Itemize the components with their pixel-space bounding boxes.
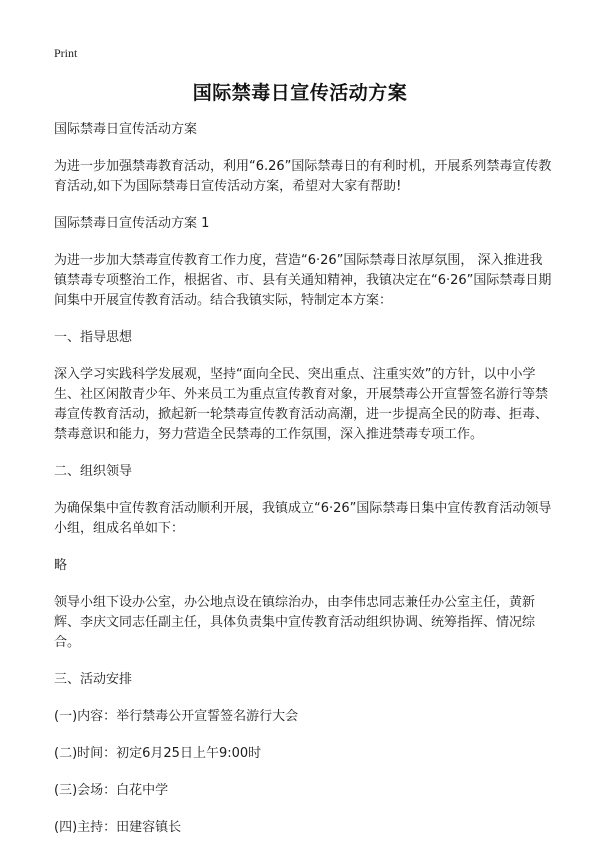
plan-title: 国际禁毒日宣传活动方案 1 (54, 216, 210, 231)
office-paragraph: 领导小组下设办公室，办公地点设在镇综治办，由李伟忠同志兼任办公室主任，黄新辉、李庆文同志任副主任，具体负责集中宣传教育活动组织协调、统筹指挥、情况综合。 (54, 595, 536, 650)
omitted-note: 略 (54, 558, 68, 573)
intro-paragraph: 为进一步加强禁毒教育活动，利用“6.26”国际禁毒日的有利时机，开展系列禁毒宣传教育活动,如下为国际禁毒日宣传活动方案，希望对大家有帮助! (54, 159, 552, 194)
activity-item-content: (一)内容：举行禁毒公开宣誓签名游行大会 (54, 709, 299, 724)
section-heading-organization: 二、组织领导 (54, 464, 133, 479)
section-heading-activities: 三、活动安排 (54, 672, 133, 687)
activity-item-venue: (三)会场：白花中学 (54, 783, 169, 798)
print-link[interactable]: Print (54, 46, 78, 60)
activity-item-host: (四)主持：田建容镇长 (54, 820, 182, 835)
activity-item-time: (二)时间：初定6月25日上午9:00时 (54, 746, 262, 761)
section-heading-guiding-ideology: 一、指导思想 (54, 330, 133, 345)
document-body (54, 120, 554, 855)
guiding-ideology-paragraph: 深入学习实践科学发展观，坚持“面向全民、突出重点、注重实效”的方针，以中小学生、社区闲散青少年、外来员工为重点宣传教育对象，开展禁毒公开宣誓签名游行等禁毒宣传教育活动，掀起新一轮禁毒宣传教育活动高潮，进一步提高全民的防毒、拒毒、禁毒意识和能力，努力营造全民禁毒的工作氛围，深入推进禁毒专项工作。 (54, 367, 549, 442)
document-subtitle: 国际禁毒日宣传活动方案 (54, 122, 198, 137)
organization-paragraph: 为确保集中宣传教育活动顺利开展，我镇成立“6·26”国际禁毒日集中宣传教育活动领导小组，组成名单如下： (54, 501, 552, 536)
page-title: 国际禁毒日宣传活动方案 (192, 82, 408, 104)
plan-intro-paragraph: 为进一步加大禁毒宣传教育工作力度，营造“6·26”国际禁毒日浓厚氛围， 深入推进我镇禁毒专项整治工作，根据省、市、县有关通知精神，我镇决定在“6·26”国际禁毒日期间集中开展宣传教育活动。结合我镇实际，特制定本方案： (54, 253, 552, 308)
